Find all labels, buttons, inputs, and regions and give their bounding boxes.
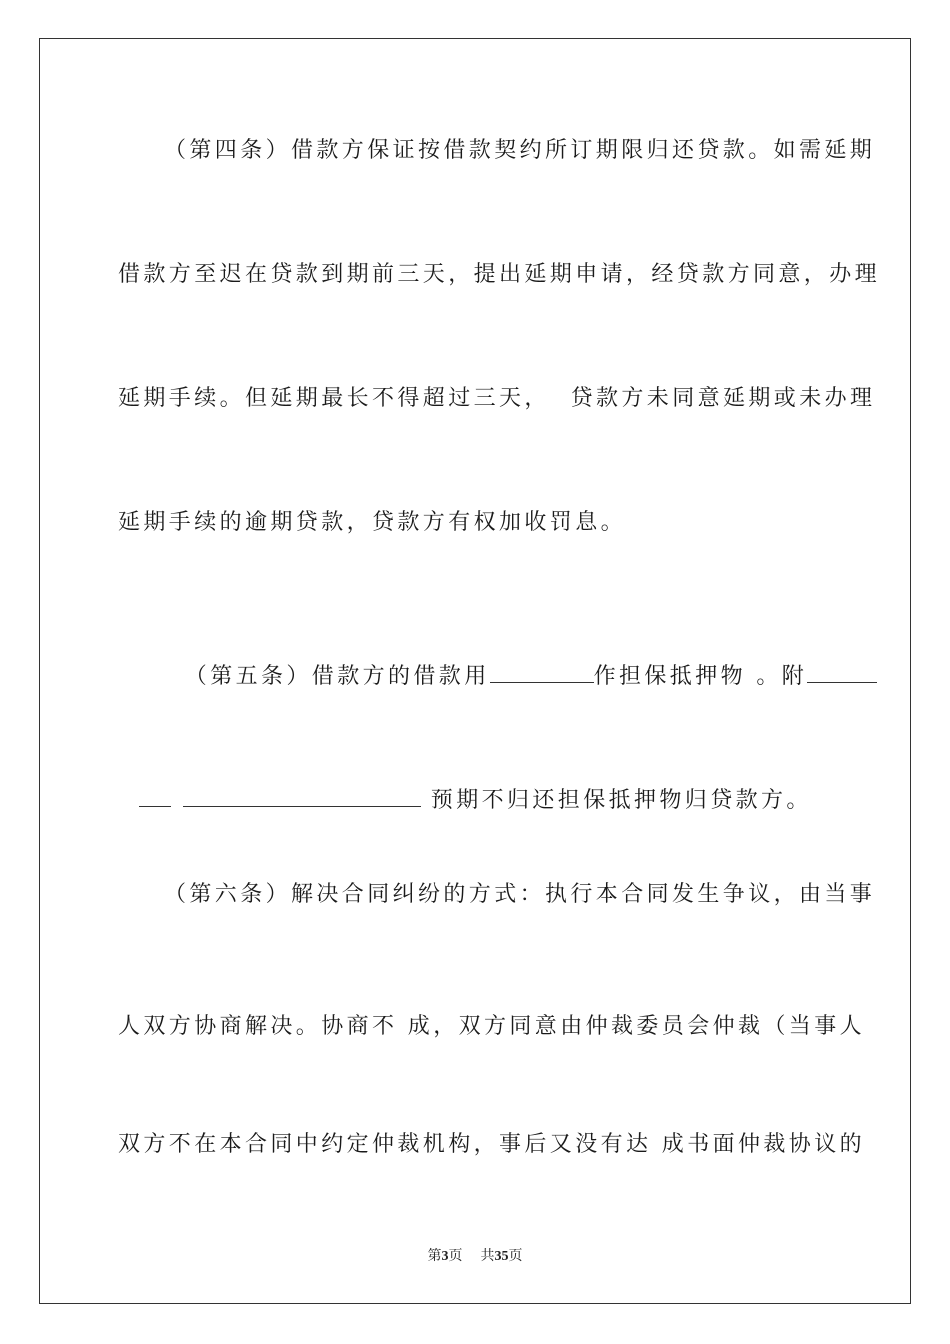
total-page-number: 35 <box>494 1249 509 1264</box>
article-5-line-2 <box>118 756 834 816</box>
article-5-line-1 <box>164 632 834 692</box>
total-prefix: 共 <box>480 1248 495 1264</box>
article-5-suffix: 预期不归还担保抵押物归贷款方。 <box>430 788 812 813</box>
article-5-prefix: （第五条）借款方的借款用 <box>184 664 490 689</box>
page-mid: 页 <box>448 1248 463 1264</box>
total-suffix: 页 <box>508 1248 523 1264</box>
article-5-middle: 作担保抵押物 。附 <box>593 664 808 689</box>
attachment-blank[interactable] <box>807 662 877 683</box>
article-4-line-1: （第四条）借款方保证按借款契约所订期限归还贷款。如需延期 <box>164 138 876 163</box>
article-6-line-1: （第六条）解决合同纠纷的方式：执行本合同发生争议，由当事 <box>164 882 876 907</box>
current-page-number: 3 <box>441 1249 449 1264</box>
attachment-blank-cont[interactable] <box>139 786 171 807</box>
collateral-blank[interactable] <box>490 662 594 683</box>
article-4-line-3: 延期手续。但延期最长不得超过三天， 贷款方未同意延期或未办理 <box>118 386 876 411</box>
article-6-line-3: 双方不在本合同中约定仲裁机构，事后又没有达 成书面仲裁协议的 <box>118 1132 865 1157</box>
page-prefix: 第 <box>427 1248 442 1264</box>
article-6-line-2: 人双方协商解决。协商不 成，双方同意由仲裁委员会仲裁（当事人 <box>118 1014 865 1039</box>
page-footer <box>0 1246 950 1267</box>
article-4-line-4: 延期手续的逾期贷款，贷款方有权加收罚息。 <box>118 510 627 535</box>
article-4-line-2: 借款方至迟在贷款到期前三天，提出延期申请，经贷款方同意，办理 <box>118 262 881 287</box>
deadline-blank[interactable] <box>183 786 421 807</box>
